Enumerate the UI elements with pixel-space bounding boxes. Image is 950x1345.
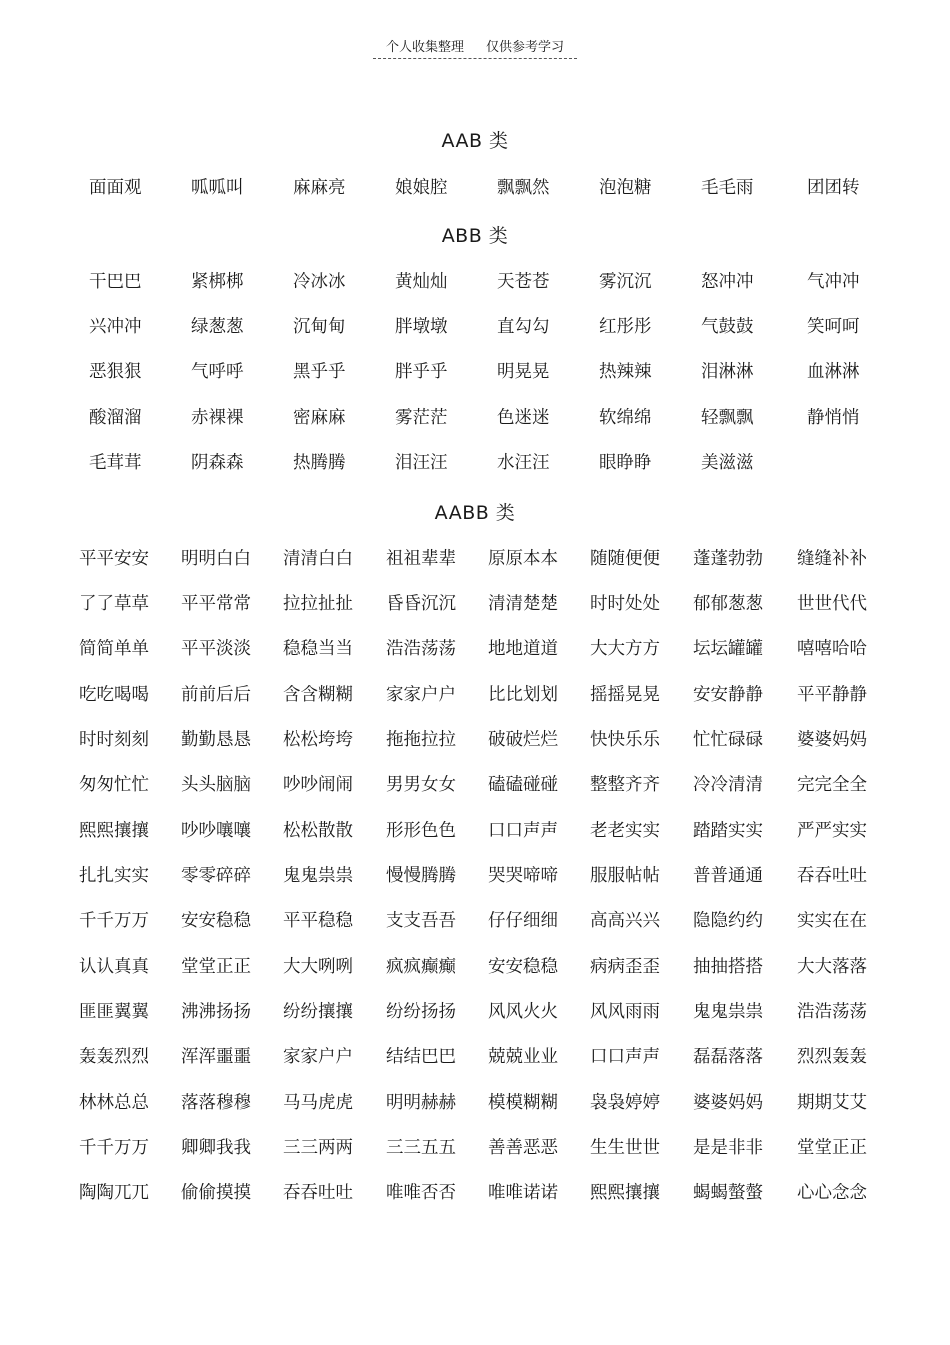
- word-item: 袅袅婷婷: [590, 1093, 660, 1113]
- word-item: 安安静静: [693, 685, 763, 705]
- word-item: 郁郁葱葱: [693, 594, 763, 614]
- word-item: 雾茫茫: [395, 408, 448, 428]
- word-item: 鬼鬼祟祟: [693, 1002, 763, 1022]
- word-item: 哭哭啼啼: [488, 866, 558, 886]
- word-item: 绿葱葱: [191, 317, 244, 337]
- word-item: 平平常常: [181, 594, 251, 614]
- word-item: 黑乎乎: [293, 362, 346, 382]
- word-item: 头头脑脑: [181, 775, 251, 795]
- word-item: 沸沸扬扬: [181, 1002, 251, 1022]
- word-item: 三三五五: [386, 1138, 456, 1158]
- word-item: 安安稳稳: [181, 911, 251, 931]
- word-item: 病病歪歪: [590, 957, 660, 977]
- word-item: 勤勤恳恳: [181, 730, 251, 750]
- word-item: 纷纷攘攘: [283, 1002, 353, 1022]
- word-item: 密麻麻: [293, 408, 346, 428]
- word-item: 平平静静: [797, 685, 867, 705]
- word-item: 摇摇晃晃: [590, 685, 660, 705]
- word-item: 疯疯癫癫: [386, 957, 456, 977]
- word-item: 清清白白: [283, 549, 353, 569]
- section-title: AAB 类: [441, 130, 509, 152]
- page-header-text: [373, 40, 577, 59]
- word-item: 轻飘飘: [701, 408, 754, 428]
- word-item: 零零碎碎: [181, 866, 251, 886]
- word-item: 心心念念: [797, 1183, 867, 1203]
- word-item: 快快乐乐: [590, 730, 660, 750]
- word-item: 三三两两: [283, 1138, 353, 1158]
- word-item: 口口声声: [590, 1047, 660, 1067]
- word-item: 吃吃喝喝: [79, 685, 149, 705]
- word-item: 泪汪汪: [395, 453, 448, 473]
- word-item: 实实在在: [797, 911, 867, 931]
- word-item: 抽抽搭搭: [693, 957, 763, 977]
- word-item: 仔仔细细: [488, 911, 558, 931]
- word-item: 胖乎乎: [395, 362, 448, 382]
- word-item: 慢慢腾腾: [386, 866, 456, 886]
- word-item: 娘娘腔: [395, 178, 448, 198]
- word-item: 风风雨雨: [590, 1002, 660, 1022]
- word-item: 团团转: [807, 178, 860, 198]
- word-item: 毛茸茸: [89, 453, 142, 473]
- word-row: [0, 359, 950, 385]
- word-item: 冷冰冰: [293, 272, 346, 292]
- word-item: 美滋滋: [701, 453, 754, 473]
- word-item: 浑浑噩噩: [181, 1047, 251, 1067]
- word-item: 大大落落: [797, 957, 867, 977]
- word-item: 落落穆穆: [181, 1093, 251, 1113]
- word-item: 水汪汪: [497, 453, 550, 473]
- word-item: 松松垮垮: [283, 730, 353, 750]
- word-row: [0, 908, 950, 934]
- word-item: 时时处处: [590, 594, 660, 614]
- word-item: 模模糊糊: [488, 1093, 558, 1113]
- word-row: [0, 450, 950, 476]
- word-item: 赤裸裸: [191, 408, 244, 428]
- page-header: [0, 40, 950, 60]
- word-item: 松松散散: [283, 821, 353, 841]
- word-item: 善善恶恶: [488, 1138, 558, 1158]
- word-item: 堂堂正正: [797, 1138, 867, 1158]
- word-item: 整整齐齐: [590, 775, 660, 795]
- word-item: 风风火火: [488, 1002, 558, 1022]
- word-item: 稳稳当当: [283, 639, 353, 659]
- word-row: [0, 727, 950, 753]
- word-row: [0, 772, 950, 798]
- word-item: 面面观: [89, 178, 142, 198]
- word-item: 踏踏实实: [693, 821, 763, 841]
- word-row: [0, 269, 950, 295]
- word-item: 比比划划: [488, 685, 558, 705]
- word-item: 热腾腾: [293, 453, 346, 473]
- word-item: 气呼呼: [191, 362, 244, 382]
- word-item: 阴森森: [191, 453, 244, 473]
- word-item: 婆婆妈妈: [693, 1093, 763, 1113]
- word-item: 气鼓鼓: [701, 317, 754, 337]
- word-item: 直勾勾: [497, 317, 550, 337]
- word-item: 原原本本: [488, 549, 558, 569]
- word-item: 形形色色: [386, 821, 456, 841]
- word-item: 随随便便: [590, 549, 660, 569]
- word-item: 浩浩荡荡: [386, 639, 456, 659]
- word-item: 天苍苍: [497, 272, 550, 292]
- word-item: 生生世世: [590, 1138, 660, 1158]
- word-item: 清清楚楚: [488, 594, 558, 614]
- word-item: 老老实实: [590, 821, 660, 841]
- word-item: 缝缝补补: [797, 549, 867, 569]
- word-item: 雾沉沉: [599, 272, 652, 292]
- word-item: 匪匪翼翼: [79, 1002, 149, 1022]
- section-title: AABB 类: [434, 502, 516, 524]
- word-row: [0, 1180, 950, 1206]
- word-item: 卿卿我我: [181, 1138, 251, 1158]
- word-row: [0, 546, 950, 572]
- word-item: 熙熙攘攘: [590, 1183, 660, 1203]
- word-row: [0, 175, 950, 201]
- word-item: 熙熙攘攘: [79, 821, 149, 841]
- word-item: 明晃晃: [497, 362, 550, 382]
- word-item: 红彤彤: [599, 317, 652, 337]
- word-item: 蝎蝎螫螫: [693, 1183, 763, 1203]
- word-row: [0, 818, 950, 844]
- word-row: [0, 682, 950, 708]
- word-item: 男男女女: [386, 775, 456, 795]
- word-item: 世世代代: [797, 594, 867, 614]
- word-item: 认认真真: [79, 957, 149, 977]
- word-item: 平平稳稳: [283, 911, 353, 931]
- word-row: [0, 863, 950, 889]
- word-item: 兴冲冲: [89, 317, 142, 337]
- header-right-text: 仅供参考学习: [486, 40, 565, 55]
- word-item: 婆婆妈妈: [797, 730, 867, 750]
- word-item: 隐隐约约: [693, 911, 763, 931]
- word-row: [0, 1090, 950, 1116]
- word-item: 泡泡糖: [599, 178, 652, 198]
- word-item: 林林总总: [79, 1093, 149, 1113]
- word-item: 拖拖拉拉: [386, 730, 456, 750]
- word-item: 大大咧咧: [283, 957, 353, 977]
- word-item: 地地道道: [488, 639, 558, 659]
- word-item: 明明赫赫: [386, 1093, 456, 1113]
- word-item: 支支吾吾: [386, 911, 456, 931]
- word-item: 胖墩墩: [395, 317, 448, 337]
- word-item: 结结巴巴: [386, 1047, 456, 1067]
- word-item: 怒冲冲: [701, 272, 754, 292]
- word-item: 纷纷扬扬: [386, 1002, 456, 1022]
- word-item: 破破烂烂: [488, 730, 558, 750]
- word-item: 沉甸甸: [293, 317, 346, 337]
- word-item: 静悄悄: [807, 408, 860, 428]
- word-item: 吵吵闹闹: [283, 775, 353, 795]
- word-item: 口口声声: [488, 821, 558, 841]
- word-item: 血淋淋: [807, 362, 860, 382]
- word-item: 安安稳稳: [488, 957, 558, 977]
- word-item: 坛坛罐罐: [693, 639, 763, 659]
- word-item: 完完全全: [797, 775, 867, 795]
- word-item: 千千万万: [79, 911, 149, 931]
- word-item: 眼睁睁: [599, 453, 652, 473]
- word-item: 期期艾艾: [797, 1093, 867, 1113]
- word-item: 嘻嘻哈哈: [797, 639, 867, 659]
- word-item: 浩浩荡荡: [797, 1002, 867, 1022]
- word-item: 软绵绵: [599, 408, 652, 428]
- word-item: 吞吞吐吐: [797, 866, 867, 886]
- word-item: 大大方方: [590, 639, 660, 659]
- word-item: 紧梆梆: [191, 272, 244, 292]
- word-item: 明明白白: [181, 549, 251, 569]
- word-row: [0, 999, 950, 1025]
- word-item: 家家户户: [386, 685, 456, 705]
- word-item: 匆匆忙忙: [79, 775, 149, 795]
- word-item: 平平安安: [79, 549, 149, 569]
- word-item: 吵吵嚷嚷: [181, 821, 251, 841]
- word-item: 昏昏沉沉: [386, 594, 456, 614]
- word-item: 含含糊糊: [283, 685, 353, 705]
- word-item: 平平淡淡: [181, 639, 251, 659]
- word-item: 蓬蓬勃勃: [693, 549, 763, 569]
- word-item: 恶狠狠: [89, 362, 142, 382]
- word-item: 前前后后: [181, 685, 251, 705]
- header-left-text: 个人收集整理: [385, 40, 464, 55]
- word-row: [0, 591, 950, 617]
- word-item: 呱呱叫: [191, 178, 244, 198]
- word-row: [0, 954, 950, 980]
- word-item: 磕磕碰碰: [488, 775, 558, 795]
- word-item: 色迷迷: [497, 408, 550, 428]
- word-item: 家家户户: [283, 1047, 353, 1067]
- word-item: 烈烈轰轰: [797, 1047, 867, 1067]
- word-item: 千千万万: [79, 1138, 149, 1158]
- word-item: 泪淋淋: [701, 362, 754, 382]
- word-item: 飘飘然: [497, 178, 550, 198]
- word-row: [0, 1135, 950, 1161]
- word-item: 严严实实: [797, 821, 867, 841]
- word-item: 唯唯否否: [386, 1183, 456, 1203]
- word-item: 堂堂正正: [181, 957, 251, 977]
- word-item: 时时刻刻: [79, 730, 149, 750]
- word-row: [0, 1044, 950, 1070]
- word-item: 马马虎虎: [283, 1093, 353, 1113]
- word-item: 热辣辣: [599, 362, 652, 382]
- word-item: 祖祖辈辈: [386, 549, 456, 569]
- word-item: 高高兴兴: [590, 911, 660, 931]
- word-row: [0, 405, 950, 431]
- word-item: 了了草草: [79, 594, 149, 614]
- word-item: 鬼鬼祟祟: [283, 866, 353, 886]
- word-item: 唯唯诺诺: [488, 1183, 558, 1203]
- word-item: 忙忙碌碌: [693, 730, 763, 750]
- word-item: 拉拉扯扯: [283, 594, 353, 614]
- word-item: 兢兢业业: [488, 1047, 558, 1067]
- section-title: ABB 类: [441, 225, 509, 247]
- word-item: 黄灿灿: [395, 272, 448, 292]
- word-item: 麻麻亮: [293, 178, 346, 198]
- word-item: 是是非非: [693, 1138, 763, 1158]
- word-item: 冷冷清清: [693, 775, 763, 795]
- word-item: 简简单单: [79, 639, 149, 659]
- word-item: 毛毛雨: [701, 178, 754, 198]
- word-row: [0, 314, 950, 340]
- word-item: 笑呵呵: [807, 317, 860, 337]
- word-item: 陶陶兀兀: [79, 1183, 149, 1203]
- word-item: 服服帖帖: [590, 866, 660, 886]
- word-item: 吞吞吐吐: [283, 1183, 353, 1203]
- word-item: 偷偷摸摸: [181, 1183, 251, 1203]
- word-row: [0, 636, 950, 662]
- word-item: 轰轰烈烈: [79, 1047, 149, 1067]
- word-item: 干巴巴: [89, 272, 142, 292]
- word-item: 磊磊落落: [693, 1047, 763, 1067]
- word-item: 普普通通: [693, 866, 763, 886]
- word-item: 酸溜溜: [89, 408, 142, 428]
- word-item: 扎扎实实: [79, 866, 149, 886]
- word-item: 气冲冲: [807, 272, 860, 292]
